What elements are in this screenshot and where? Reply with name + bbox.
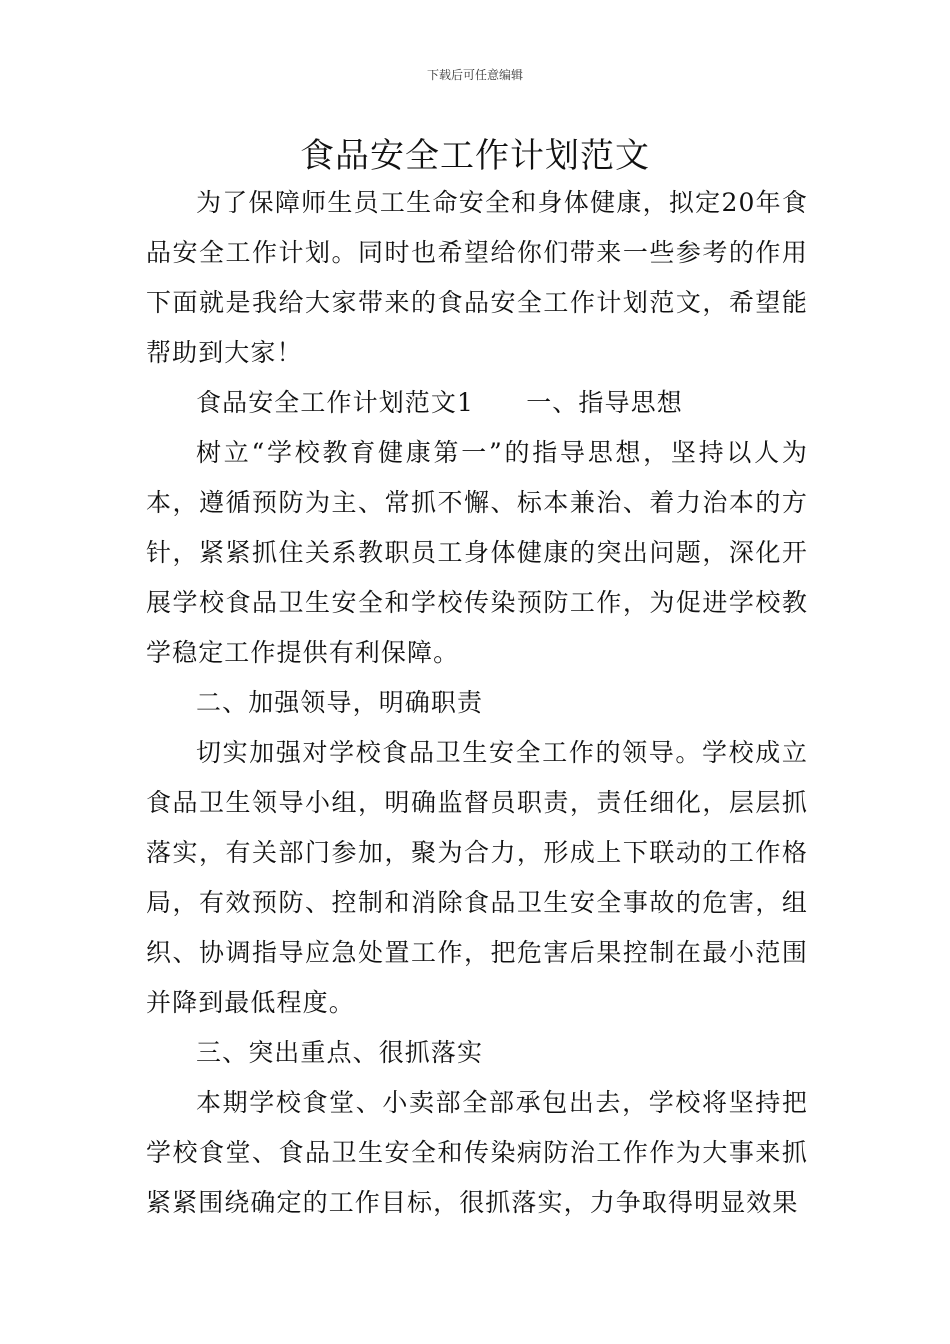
section-heading-guiding-thought: 食品安全工作计划范文1 一、指导思想 <box>196 388 683 417</box>
document-body <box>146 178 808 1228</box>
section-heading-leadership: 二、加强领导，明确职责 <box>196 688 484 717</box>
page-header-note: 下载后可任意编辑 <box>426 68 523 82</box>
guiding-thought-paragraph: 树立“学校教育健康第一”的指导思想，坚持以人为本，遵循预防为主、常抓不懈、标本兼治、着力治本的方针，紧紧抓住关系教职员工身体健康的突出问题，深化开展学校食品卫生安全和学校传染预防工作，为促进学校教学稳定工作提供有利保障。 <box>146 438 808 667</box>
leadership-paragraph: 切实加强对学校食品卫生安全工作的领导。学校成立食品卫生领导小组，明确监督员职责，责任细化，层层抓落实，有关部门参加，聚为合力，形成上下联动的工作格局，有效预防、控制和消除食品卫生安全事故的危害，组织、协调指导应急处置工作，把危害后果控制在最小范围并降到最低程度。 <box>146 738 808 1017</box>
section-heading-key-points: 三、突出重点、很抓落实 <box>196 1038 484 1067</box>
intro-paragraph: 为了保障师生员工生命安全和身体健康，拟定20年食品安全工作计划。同时也希望给你们带来一些参考的作用下面就是我给大家带来的食品安全工作计划范文，希望能帮助到大家！ <box>146 188 808 367</box>
key-points-paragraph: 本期学校食堂、小卖部全部承包出去，学校将坚持把学校食堂、食品卫生安全和传染病防治工作作为大事来抓紧紧围绕确定的工作目标，很抓落实，力争取得明显效果 <box>146 1088 808 1217</box>
document-title: 食品安全工作计划范文 <box>300 136 650 176</box>
